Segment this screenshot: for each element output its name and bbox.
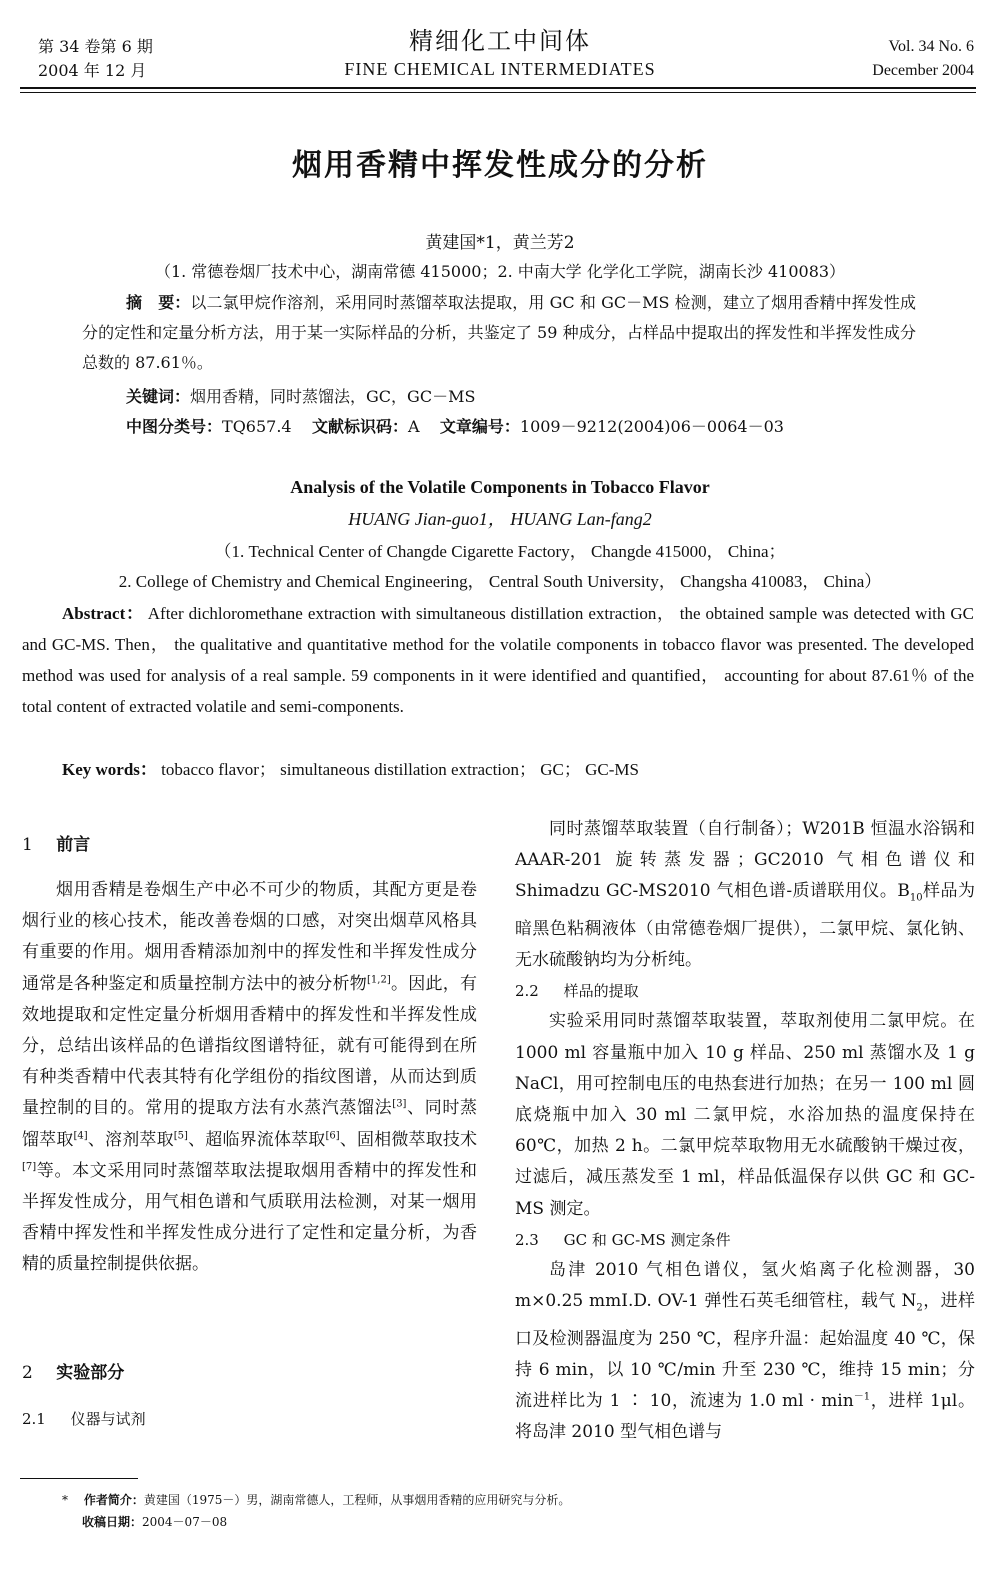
- abstract-en: [22, 598, 974, 722]
- header-rule: [20, 87, 976, 89]
- keywords-cn: [126, 382, 475, 412]
- abstract-text-cn: 以二氯甲烷作溶剂，采用同时蒸馏萃取法提取，用 GC 和 GC－MS 检测，建立了烟用香精中挥发性成分的定性和定量分析方法，用于某一实际样品的分析，共鉴定了 59 种成分，占样品中提取出的挥发性和半挥发性成分总数的 87.61％。: [82, 293, 916, 372]
- volume-issue-en: Vol. 34 No. 6: [888, 38, 974, 55]
- section-2-number: 2: [22, 1363, 33, 1383]
- author-bio-label: 作者简介：: [83, 1493, 144, 1507]
- citation-6: [6]: [325, 1129, 340, 1141]
- gc-conditions-text-b: ，进样口及检测器温度为 250 ℃，程序升温：起始温度 40 ℃，保持 6 min，以 10 ℃/min 升至 230 ℃，维持 15 min；分流进样比为 1 ∶ 10，流速为 1.0 ml · min: [515, 1291, 975, 1412]
- abstract-label-en: Abstract：: [62, 604, 144, 623]
- section-1-number: 1: [22, 835, 33, 855]
- section-1-title: 前言: [56, 835, 91, 855]
- b10-subscript: 10: [909, 892, 923, 904]
- intro-text-g: 等。本文采用同时蒸馏萃取法提取烟用香精中的挥发性和半挥发性成分，用气相色谱和气质联用法检测，对某一烟用香精中挥发性和半挥发性成分进行了定性和定量分析，为香精的质量控制提供依据。: [22, 1160, 477, 1275]
- subsection-2-3-number: 2.3: [515, 1230, 539, 1249]
- keywords-en: [62, 755, 639, 780]
- header-rule-thin: [20, 92, 976, 93]
- intro-text-b: 。因此，有效地提取和定性定量分析烟用香精中的挥发性和半挥发性成分，总结出该样品的色谱指纹图谱特征，就有可能得到在所有种类香精中代表其特有化学组份的指纹图谱，从而达到质量控制的目的。常用的提取方法有水蒸汽蒸馏法: [22, 973, 478, 1119]
- footnote-rule: [20, 1478, 138, 1479]
- footnote-star: *: [62, 1493, 68, 1507]
- abstract-label-cn: 摘 要：: [126, 293, 191, 312]
- subsection-2-2-number: 2.2: [515, 982, 539, 1001]
- volume-issue-cn: 第 34 卷第 6 期: [38, 37, 153, 56]
- received-date-label: 收稿日期：: [82, 1515, 143, 1529]
- intro-text-f: 、固相微萃取技术: [339, 1129, 478, 1150]
- minus-one-superscript: －1: [853, 1391, 871, 1403]
- received-date-text: 2004－07－08: [142, 1515, 228, 1529]
- paper-title-en: Analysis of the Volatile Components in Tobacco Flavor: [290, 477, 710, 497]
- authors-en: HUANG Jian-guo1， HUANG Lan-fang2: [348, 509, 652, 529]
- section-2-title: 实验部分: [56, 1363, 125, 1383]
- keywords-label-cn: 关键词：: [126, 387, 191, 406]
- citation-4: [4]: [73, 1129, 88, 1141]
- subsection-2-2-title: 样品的提取: [563, 982, 639, 1001]
- intro-text-a: 烟用香精是卷烟生产中必不可少的物质，其配方更是卷烟行业的核心技术，能改善卷烟的口感，对突出烟草风格具有重要的作用。烟用香精添加剂中的挥发性和半挥发性成分通常是各种鉴定和质量控制方法中的被分析物: [22, 880, 477, 994]
- affiliation-en-1: （1. Technical Center of Changde Cigarette Factory， Changde 415000， China；: [214, 542, 786, 561]
- clc-value: TQ657.4: [222, 417, 292, 436]
- citation-3: [3]: [392, 1098, 407, 1110]
- authors-cn: 黄建国*1，黄兰芳2: [425, 233, 575, 253]
- issue-info-en: [872, 35, 974, 83]
- keywords-label-en: Key words：: [62, 760, 157, 779]
- date-en: December 2004: [872, 62, 974, 79]
- subsection-2-1-title: 仪器与试剂: [70, 1410, 146, 1428]
- author-bio-text: 黄建国（1975－）男，湖南常德人，工程师，从事烟用香精的应用研究与分析。: [143, 1493, 571, 1507]
- intro-text-c: 、同时蒸馏萃取: [22, 1098, 478, 1150]
- journal-name-cn: 精细化工中间体: [409, 27, 591, 55]
- citation-7: [7]: [22, 1161, 37, 1173]
- right-column-text: [515, 814, 975, 1448]
- affiliation-cn: （1. 常德卷烟厂技术中心，湖南常德 415000；2. 中南大学 化学化工学院，湖南长沙 410083）: [154, 262, 846, 281]
- gc-conditions-text-c: ，进样 1μl。将岛津 2010 型气相色谱与: [515, 1391, 975, 1443]
- subsection-2-3-heading: [515, 1225, 975, 1255]
- subsection-2-1-number: 2.1: [22, 1410, 46, 1428]
- section-1-heading: [22, 830, 90, 860]
- subsection-2-1-heading: [22, 1404, 146, 1434]
- classification-line: [126, 412, 784, 442]
- extraction-paragraph: 实验采用同时蒸馏萃取装置，萃取剂使用二氯甲烷。在 1000 ml 容量瓶中加入 10 g 样品、250 ml 蒸馏水及 1 g NaCl，用可控制电压的电热套进行加热；在另一 100 ml 圆底烧瓶中加入 30 ml 二氯甲烷，水浴加热的温度保持在 60℃，加热 2 h。二氯甲烷萃取物用无水硫酸钠干燥过夜，过滤后，减压蒸发至 1 ml，样品低温保存以供 GC 和 GC-MS 测定。: [515, 1011, 975, 1219]
- clc-label: 中图分类号：: [126, 417, 223, 436]
- instruments-text-b: 样品为暗黑色粘稠液体（由常德卷烟厂提供），二氯甲烷、氯化钠、无水硫酸钠均为分析纯。: [515, 881, 975, 971]
- abstract-text-en: After dichloromethane extraction with simultaneous distillation extraction， the obtained sample was detected with GC and GC-MS. Then， the qualitative and quantitative method for the volatile components in tobacco flavor was presented. The developed method was used for analysis of a real sample. 59 components in it were identified and quantified， accounting for about 87.61％ of the total content of extracted volatile and semi-components.: [22, 604, 974, 716]
- keywords-text-cn: 烟用香精，同时蒸馏法，GC，GC－MS: [190, 387, 476, 406]
- n2-subscript: 2: [916, 1302, 923, 1314]
- author-bio-footnote: [62, 1490, 570, 1510]
- article-no-value: 1009－9212(2004)06－0064－03: [519, 417, 784, 436]
- doc-code-value: A: [407, 417, 420, 436]
- journal-name-en: FINE CHEMICAL INTERMEDIATES: [344, 59, 656, 79]
- citation-5: [5]: [173, 1129, 188, 1141]
- instruments-text-a: 同时蒸馏萃取装置（自行制备）；W201B 恒温水浴锅和 AAAR-201 旋转蒸发器；GC2010 气相色谱仪和 Shimadzu GC-MS2010 气相色谱-质谱联用仪。B: [515, 819, 975, 902]
- introduction-paragraph: [22, 875, 477, 1281]
- citation-1-2: [1,2]: [367, 973, 391, 985]
- keywords-text-en: tobacco flavor； simultaneous distillation extraction； GC； GC-MS: [156, 760, 639, 779]
- subsection-2-3-title: GC 和 GC-MS 测定条件: [563, 1230, 731, 1249]
- received-date-footnote: [82, 1512, 227, 1532]
- doc-code-label: 文献标识码：: [311, 417, 408, 436]
- abstract-cn: [82, 288, 916, 378]
- intro-text-d: 、溶剂萃取: [87, 1129, 174, 1150]
- date-cn: 2004 年 12 月: [38, 61, 147, 80]
- affiliation-en-2: 2. College of Chemistry and Chemical Engineering， Central South University， Changsha 410083， China）: [118, 572, 882, 591]
- subsection-2-2-heading: [515, 976, 975, 1006]
- journal-name: [0, 26, 1000, 82]
- section-2-heading: [22, 1358, 124, 1388]
- intro-text-e: 、超临界流体萃取: [187, 1129, 326, 1150]
- article-no-label: 文章编号：: [439, 417, 520, 436]
- gc-conditions-text-a: 岛津 2010 气相色谱仪，氢火焰离子化检测器，30 m×0.25 mmI.D. OV-1 弹性石英毛细管柱，载气 N: [515, 1259, 975, 1312]
- paper-title-cn: 烟用香精中挥发性成分的分析: [292, 148, 708, 183]
